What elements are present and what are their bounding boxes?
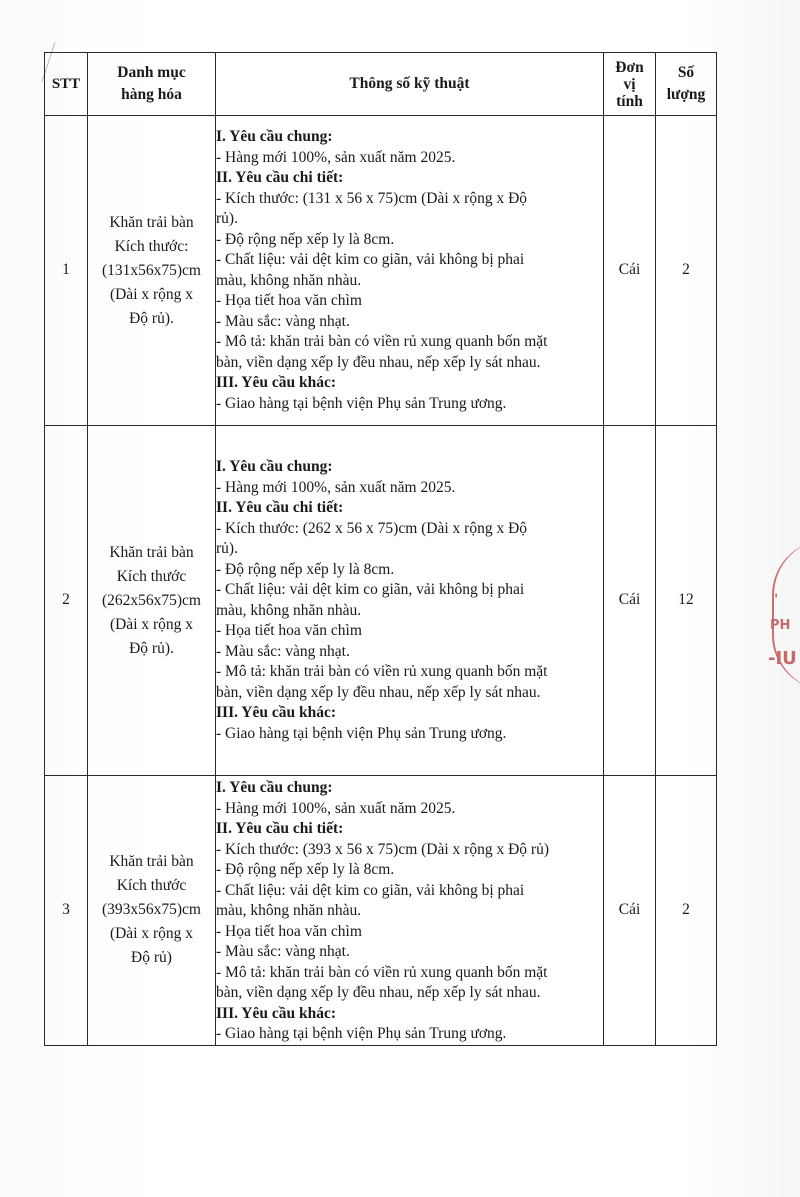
spec-line: bàn, viền dạng xếp ly đều nhau, nếp xếp ly sát nhau. <box>216 683 541 701</box>
spec-section-general: I. Yêu cầu chung: <box>216 779 333 796</box>
spec-section-detail: II. Yêu cầu chi tiết: <box>216 499 344 516</box>
goods-line: (Dài x rộng x <box>109 615 194 633</box>
stamp-text: ' <box>774 592 779 608</box>
cell-unit: Cái <box>604 426 656 776</box>
goods-line: (393x56x75)cm <box>101 901 201 919</box>
goods-line: Khăn trải bàn <box>109 853 194 871</box>
cell-spec <box>216 426 604 776</box>
goods-line: (Dài x rộng x <box>109 925 194 943</box>
spec-line: màu, không nhăn nhàu. <box>216 601 362 619</box>
goods-line: (262x56x75)cm <box>101 591 201 609</box>
spec-line: - Hàng mới 100%, sản xuất năm 2025. <box>216 148 456 166</box>
spec-line: - Độ rộng nếp xếp ly là 8cm. <box>216 560 395 578</box>
table-row <box>45 116 717 426</box>
goods-line: (Dài x rộng x <box>109 285 194 303</box>
spec-section-general: I. Yêu cầu chung: <box>216 458 333 475</box>
spec-line: - Mô tả: khăn trải bàn có viền rủ xung quanh bốn mặt <box>216 963 548 981</box>
table-row <box>45 426 717 776</box>
specification-table <box>44 52 717 1046</box>
red-stamp-fragment <box>764 540 800 690</box>
spec-line: - Màu sắc: vàng nhạt. <box>216 312 350 330</box>
spec-line: - Họa tiết hoa văn chìm <box>216 922 362 940</box>
cell-unit: Cái <box>604 776 656 1046</box>
spec-line: - Giao hàng tại bệnh viện Phụ sản Trung ương. <box>216 394 507 412</box>
spec-line: - Họa tiết hoa văn chìm <box>216 292 362 309</box>
cell-qty: 2 <box>656 776 717 1046</box>
spec-line: - Giao hàng tại bệnh viện Phụ sản Trung ương. <box>216 1025 507 1042</box>
cell-goods <box>88 116 216 426</box>
goods-line: (131x56x75)cm <box>101 261 201 279</box>
goods-line: Độ rủ). <box>129 309 174 327</box>
cell-goods <box>88 776 216 1046</box>
header-goods <box>88 53 216 116</box>
spec-line: - Màu sắc: vàng nhạt. <box>216 943 350 960</box>
spec-line: - Mô tả: khăn trải bàn có viền rủ xung quanh bốn mặt <box>216 333 548 350</box>
spec-line: - Kích thước: (393 x 56 x 75)cm (Dài x rộng x Độ rủ) <box>216 840 549 858</box>
spec-line: - Kích thước: (131 x 56 x 75)cm (Dài x rộng x Độ <box>216 189 528 207</box>
spec-line: - Giao hàng tại bệnh viện Phụ sản Trung ương. <box>216 724 507 742</box>
stamp-text: PH <box>770 618 791 633</box>
header-goods-line: hàng hóa <box>121 86 182 103</box>
header-qty-line: lượng <box>666 86 706 103</box>
spec-line: - Độ rộng nếp xếp ly là 8cm. <box>216 230 395 248</box>
spec-line: - Mô tả: khăn trải bàn có viền rủ xung quanh bốn mặt <box>216 663 548 680</box>
spec-line: - Hàng mới 100%, sản xuất năm 2025. <box>216 799 456 817</box>
header-spec: Thông số kỹ thuật <box>216 53 604 116</box>
goods-line: Khăn trải bàn <box>109 543 194 561</box>
cell-spec <box>216 776 604 1046</box>
goods-line: Khăn trải bàn <box>109 213 194 231</box>
spec-line: màu, không nhăn nhàu. <box>216 271 362 289</box>
spec-section-other: III. Yêu cầu khác: <box>216 1004 336 1022</box>
header-unit <box>604 53 656 116</box>
cell-spec <box>216 116 604 426</box>
header-unit-line: vị <box>623 75 636 93</box>
goods-line: Độ rủ). <box>129 639 174 657</box>
spec-line: bàn, viền dạng xếp ly đều nhau, nếp xếp ly sát nhau. <box>216 984 541 1001</box>
spec-line: - Hàng mới 100%, sản xuất năm 2025. <box>216 478 456 496</box>
header-unit-line: Đơn <box>615 58 644 76</box>
spec-section-other: III. Yêu cầu khác: <box>216 704 336 721</box>
spec-line: bàn, viền dạng xếp ly đều nhau, nếp xếp ly sát nhau. <box>216 353 541 371</box>
spec-section-other: III. Yêu cầu khác: <box>216 374 336 391</box>
spec-section-detail: II. Yêu cầu chi tiết: <box>216 820 344 837</box>
cell-stt: 2 <box>45 426 88 776</box>
table-header-row <box>45 53 717 116</box>
goods-line: Kích thước <box>116 567 187 585</box>
spec-line: rủ). <box>216 210 238 227</box>
header-goods-line: Danh mục <box>117 64 186 81</box>
stamp-text: -IU <box>768 648 797 669</box>
goods-line: Kích thước: <box>114 237 189 255</box>
header-qty-line: Số <box>677 64 695 81</box>
spec-line: màu, không nhăn nhàu. <box>216 902 362 919</box>
spec-line: - Họa tiết hoa văn chìm <box>216 622 362 639</box>
spec-line: - Chất liệu: vải dệt kim co giãn, vải không bị phai <box>216 881 525 899</box>
goods-line: Kích thước <box>116 877 187 895</box>
spec-line: - Màu sắc: vàng nhạt. <box>216 642 350 660</box>
cell-goods <box>88 426 216 776</box>
spec-section-detail: II. Yêu cầu chi tiết: <box>216 169 344 186</box>
table-row <box>45 776 717 1046</box>
spec-section-general: I. Yêu cầu chung: <box>216 128 333 145</box>
header-qty <box>656 53 717 116</box>
spec-line: - Độ rộng nếp xếp ly là 8cm. <box>216 861 395 878</box>
goods-line: Độ rủ) <box>131 949 172 967</box>
cell-qty: 12 <box>656 426 717 776</box>
cell-qty: 2 <box>656 116 717 426</box>
spec-line: rủ). <box>216 540 238 557</box>
spec-line: - Chất liệu: vải dệt kim co giãn, vải không bị phai <box>216 251 525 268</box>
spec-line: - Kích thước: (262 x 56 x 75)cm (Dài x rộng x Độ <box>216 519 528 537</box>
cell-stt: 1 <box>45 116 88 426</box>
cell-unit: Cái <box>604 116 656 426</box>
header-stt: STT <box>45 53 88 116</box>
cell-stt: 3 <box>45 776 88 1046</box>
header-unit-line: tính <box>616 92 643 110</box>
spec-line: - Chất liệu: vải dệt kim co giãn, vải không bị phai <box>216 581 525 598</box>
